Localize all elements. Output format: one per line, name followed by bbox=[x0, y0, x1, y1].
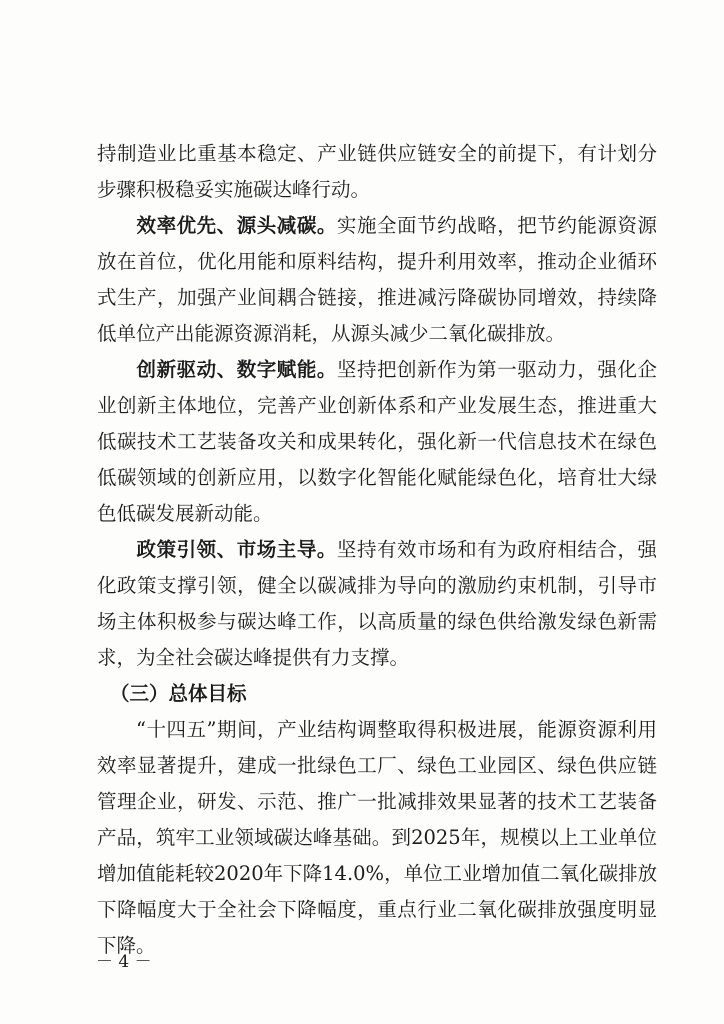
paragraph-text: 坚持把创新作为第一驱动力，强化企 bbox=[336, 358, 657, 381]
paragraph-line: 业创新主体地位，完善产业创新体系和产业发展生态，推进重大 bbox=[97, 394, 657, 417]
paragraph-line: 产品，筑牢工业领域碳达峰基础。到2025年，规模以上工业单位 bbox=[97, 826, 657, 849]
paragraph-line: 低碳技术工艺装备攻关和成果转化，强化新一代信息技术在绿色 bbox=[97, 430, 657, 453]
paragraph-line: 低碳领域的创新应用，以数字化智能化赋能绿色化，培育壮大绿 bbox=[97, 466, 657, 489]
paragraph-heading: 创新驱动、数字赋能。 bbox=[136, 358, 337, 381]
paragraph-line: 低单位产出能源资源消耗，从源头减少二氧化碳排放。 bbox=[97, 322, 566, 345]
paragraph-line: 步骤积极稳妥实施碳达峰行动。 bbox=[97, 178, 371, 201]
paragraph-line: 效率显著提升，建成一批绿色工厂、绿色工业园区、绿色供应链 bbox=[97, 754, 657, 777]
paragraph-first-line bbox=[97, 208, 657, 244]
page-number: － 4 － bbox=[96, 952, 152, 972]
section-title: （三）总体目标 bbox=[110, 682, 247, 705]
paragraph-heading: 效率优先、源头减碳。 bbox=[136, 214, 337, 237]
paragraph-text: 坚持有效市场和有为政府相结合，强 bbox=[336, 538, 657, 561]
paragraph-line: 下降幅度大于全社会下降幅度，重点行业二氧化碳排放强度明显 bbox=[97, 898, 657, 921]
paragraph-line: 放在首位，优化用能和原料结构，提升利用效率，推动企业循环 bbox=[97, 250, 657, 273]
paragraph-line: 场主体积极参与碳达峰工作，以高质量的绿色供给激发绿色新需 bbox=[97, 610, 657, 633]
paragraph-text: 实施全面节约战略，把节约能源资源 bbox=[336, 214, 657, 237]
paragraph-line: 持制造业比重基本稳定、产业链供应链安全的前提下，有计划分 bbox=[97, 142, 657, 165]
paragraph-first-line bbox=[97, 352, 657, 388]
paragraph-line: 色低碳发展新动能。 bbox=[97, 502, 273, 525]
paragraph-heading: 政策引领、市场主导。 bbox=[136, 538, 337, 561]
paragraph-first-line: “十四五”期间，产业结构调整取得积极进展，能源资源利用 bbox=[136, 718, 657, 741]
paragraph-line: 式生产，加强产业间耦合链接，推进减污降碳协同增效，持续降 bbox=[97, 286, 657, 309]
paragraph-line: 管理企业，研发、示范、推广一批减排效果显著的技术工艺装备 bbox=[97, 790, 657, 813]
paragraph-line: 增加值能耗较2020年下降14.0%，单位工业增加值二氧化碳排放 bbox=[97, 862, 657, 885]
paragraph-line: 求，为全社会碳达峰提供有力支撑。 bbox=[97, 646, 410, 669]
paragraph-first-line bbox=[97, 532, 657, 568]
paragraph-line: 下降。 bbox=[97, 934, 156, 957]
paragraph-line: 化政策支撑引领，健全以碳减排为导向的激励约束机制，引导市 bbox=[97, 574, 657, 597]
